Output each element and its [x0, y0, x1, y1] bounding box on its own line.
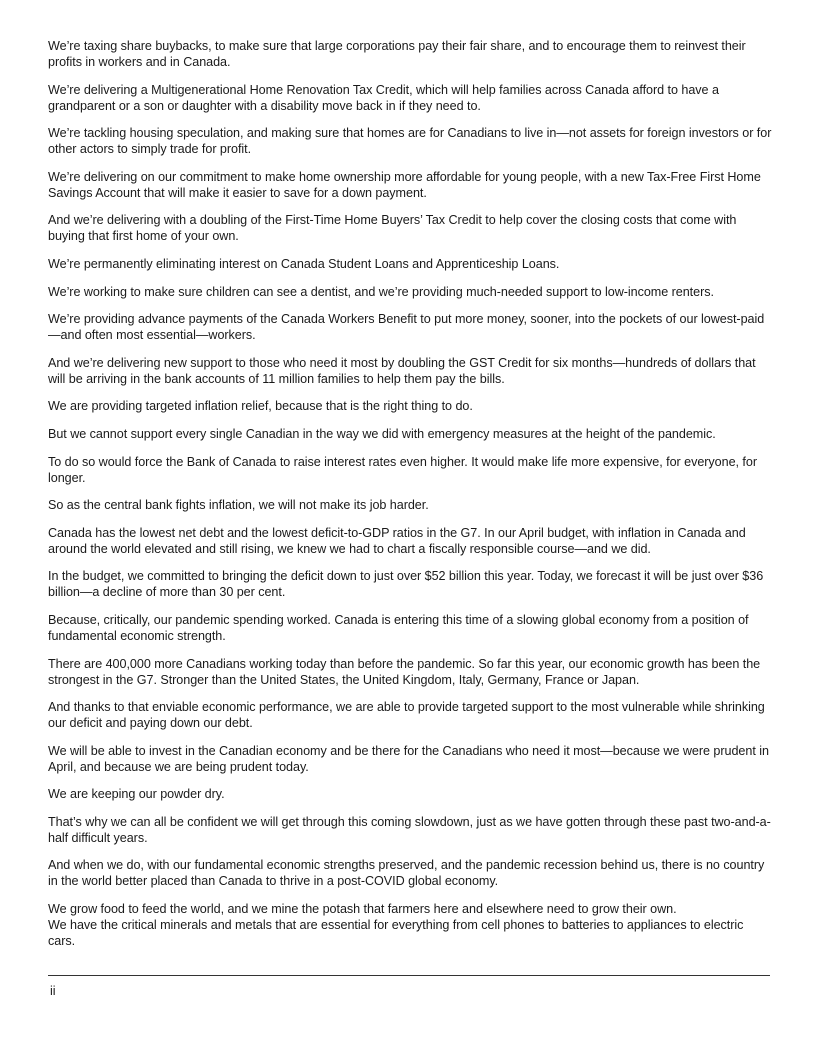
paragraph: We’re permanently eliminating interest on Canada Student Loans and Apprenticeship Loans.: [48, 256, 560, 271]
paragraph: And when we do, with our fundamental economic strengths preserved, and the pandemic recession behind us, there is no country in the world better placed than Canada to thrive in a post-COVID global economy.: [48, 858, 765, 889]
page-number: ii: [50, 984, 56, 998]
paragraph: We’re working to make sure children can see a dentist, and we’re providing much-needed support to low-income renters.: [48, 284, 714, 299]
paragraph: So as the central bank fights inflation, we will not make its job harder.: [48, 498, 429, 513]
paragraph: Canada has the lowest net debt and the lowest deficit-to-GDP ratios in the G7. In our April budget, with inflation in Canada and around the world elevated and still rising, we knew we had to chart a fiscally responsible course—and we did.: [48, 525, 746, 556]
paragraph: We’re delivering a Multigenerational Home Renovation Tax Credit, which will help families across Canada afford to have a grandparent or a son or daughter with a disability move back in if they need to.: [48, 82, 719, 113]
paragraph: And thanks to that enviable economic performance, we are able to provide targeted support to the most vulnerable while shrinking our deficit and paying down our debt.: [48, 700, 765, 731]
paragraph: We’re taxing share buybacks, to make sure that large corporations pay their fair share, and to encourage them to reinvest their profits in workers and in Canada.: [48, 39, 746, 69]
paragraph: Because, critically, our pandemic spending worked. Canada is entering this time of a slowing global economy from a position of fundamental economic strength.: [48, 612, 749, 643]
paragraph: That’s why we can all be confident we will get through this coming slowdown, just as we have gotten through these past two-and-a-half difficult years.: [48, 814, 771, 845]
paragraph: There are 400,000 more Canadians working today than before the pandemic. So far this year, our economic growth has been the strongest in the G7. Stronger than the United States, the United Kingdom, Italy, Germany, France or Japan.: [48, 656, 761, 687]
paragraph: And we’re delivering with a doubling of the First-Time Home Buyers’ Tax Credit to help cover the closing costs that come with buying that first home of your own.: [48, 213, 737, 244]
paragraph: But we cannot support every single Canadian in the way we did with emergency measures at the height of the pandemic.: [48, 426, 716, 441]
footer-divider: [48, 975, 770, 976]
paragraph: To do so would force the Bank of Canada to raise interest rates even higher. It would make life more expensive, for everyone, for longer.: [48, 454, 757, 485]
paragraph: We are providing targeted inflation relief, because that is the right thing to do.: [48, 399, 473, 414]
paragraph: We’re providing advance payments of the Canada Workers Benefit to put more money, sooner, into the pockets of our lowest-paid—and often most essential—workers.: [48, 312, 765, 343]
final-paragraph-line: We grow food to feed the world, and we mine the potash that farmers here and elsewhere need to grow their own.: [48, 902, 677, 917]
paragraph: We’re tackling housing speculation, and making sure that homes are for Canadians to live in—not assets for foreign investors or for other actors to simply trade for profit.: [48, 126, 772, 157]
final-paragraph-line: We have the critical minerals and metals that are essential for everything from cell phones to batteries to appliances to electric cars.: [48, 918, 744, 949]
paragraph: We’re delivering on our commitment to make home ownership more affordable for young people, with a new Tax-Free First Home Savings Account that will make it easier to save for a down payment.: [48, 169, 761, 200]
final-paragraph: [48, 901, 772, 949]
paragraph: We are keeping our powder dry.: [48, 787, 225, 802]
paragraph: We will be able to invest in the Canadian economy and be there for the Canadians who need it most—because we were prudent in April, and because we are being prudent today.: [48, 743, 769, 774]
document-body: [48, 38, 772, 949]
paragraph: And we’re delivering new support to those who need it most by doubling the GST Credit for six months—hundreds of dollars that will be arriving in the bank accounts of 11 million families to help them pay the bills.: [48, 355, 756, 386]
paragraph: In the budget, we committed to bringing the deficit down to just over $52 billion this year. Today, we forecast it will be just over $36 billion—a decline of more than 30 per cent.: [48, 569, 764, 600]
